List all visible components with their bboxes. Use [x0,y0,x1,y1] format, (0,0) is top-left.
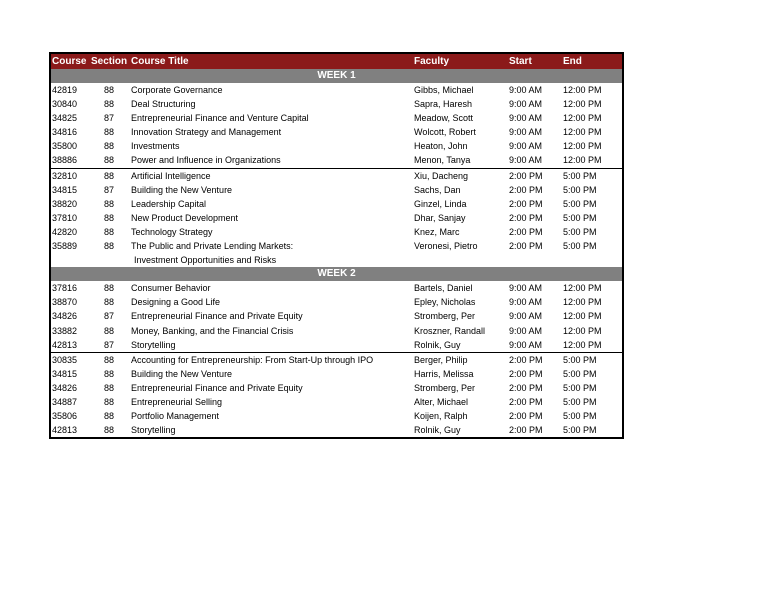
course-cell: 34816 [52,127,78,138]
faculty-cell: Berger, Philip [414,354,468,365]
start-time-cell: 9:00 AM [509,325,543,336]
faculty-cell: Harris, Melissa [414,368,474,379]
course-title-cell: Entrepreneurial Selling [131,396,223,407]
end-time-cell: 5:00 PM [563,368,597,379]
start-time-cell: 2:00 PM [509,396,543,407]
faculty-cell: Xiu, Dacheng [414,170,469,181]
table-row [51,139,622,153]
course-title-cell: Storytelling [131,339,176,350]
faculty-cell: Heaton, John [414,141,468,152]
section-cell: 88 [104,325,115,336]
end-time-cell: 5:00 PM [563,170,597,181]
course-title-cell: Consumer Behavior [131,283,211,294]
course-title-cell: Designing a Good Life [131,297,221,308]
faculty-cell: Sachs, Dan [414,184,461,195]
section-cell: 88 [104,99,115,110]
course-title-cell: Artificial Intelligence [131,170,211,181]
course-cell: 30840 [52,99,78,110]
course-title-cell: Technology Strategy [131,226,213,237]
faculty-cell: Rolnik, Guy [414,339,461,350]
course-cell: 38886 [52,155,78,166]
section-cell: 87 [104,339,115,350]
course-title-cell: Power and Influence in Organizations [131,155,281,166]
end-time-cell: 5:00 PM [563,198,597,209]
header-start: Start [509,56,532,67]
start-time-cell: 2:00 PM [509,368,543,379]
table-row [51,197,622,211]
start-time-cell: 9:00 AM [509,141,543,152]
section-cell: 88 [104,155,115,166]
section-cell: 88 [104,425,115,436]
end-time-cell: 12:00 PM [563,85,602,95]
start-time-cell: 9:00 AM [509,339,543,350]
start-time-cell: 9:00 AM [509,283,543,294]
section-cell: 88 [104,297,115,308]
faculty-cell: Stromberg, Per [414,382,476,393]
end-time-cell: 12:00 PM [563,127,602,138]
end-time-cell: 12:00 PM [563,339,602,350]
faculty-cell: Stromberg, Per [414,311,476,322]
course-title-cell: Accounting for Entrepreneurship: From Start-Up through IPO [131,354,374,365]
faculty-cell: Ginzel, Linda [414,198,467,209]
table-row [51,97,622,111]
start-time-cell: 9:00 AM [509,113,543,124]
end-time-cell: 12:00 PM [563,325,602,336]
end-time-cell: 5:00 PM [563,396,597,407]
course-title-cell: The Public and Private Lending Markets: [131,241,294,252]
start-time-cell: 2:00 PM [509,354,543,365]
start-time-cell: 2:00 PM [509,198,543,209]
table-row [51,125,622,139]
faculty-cell: Sapra, Haresh [414,99,473,110]
section-cell: 88 [104,226,115,237]
header-faculty: Faculty [414,56,450,67]
end-time-cell: 5:00 PM [563,425,597,436]
section-cell: 88 [104,283,115,294]
start-time-cell: 2:00 PM [509,226,543,237]
section-cell: 88 [104,382,115,393]
course-cell: 34887 [52,396,78,407]
start-time-cell: 9:00 AM [509,127,543,138]
table-row [51,295,622,309]
course-title-cell: Storytelling [131,425,176,436]
table-row [51,367,622,381]
course-cell: 38870 [52,297,78,308]
end-time-cell: 5:00 PM [563,226,597,237]
header-course-title: Course Title [131,56,189,67]
course-cell: 34826 [52,382,78,393]
section-cell: 88 [104,396,115,407]
course-cell: 37810 [52,212,78,223]
start-time-cell: 2:00 PM [509,382,543,393]
course-title-cell: Entrepreneurial Finance and Private Equity [131,311,303,322]
faculty-cell: Menon, Tanya [414,155,471,166]
end-time-cell: 12:00 PM [563,297,602,308]
course-cell: 42813 [52,339,78,350]
faculty-cell: Koijen, Ralph [414,411,468,422]
course-cell: 37816 [52,283,78,294]
course-title-cell: Money, Banking, and the Financial Crisis [131,325,294,336]
faculty-cell: Alter, Michael [414,396,469,407]
course-cell: 35800 [52,141,78,152]
start-time-cell: 9:00 AM [509,99,543,110]
header-section: Section [91,56,128,67]
course-schedule-table [49,52,624,439]
table-row [51,183,622,197]
course-title-cell: New Product Development [131,212,239,223]
week-header: WEEK 2 [51,267,622,281]
end-time-cell: 5:00 PM [563,382,597,393]
section-cell: 88 [104,241,115,252]
end-time-cell: 12:00 PM [563,283,602,294]
course-cell: 42813 [52,425,78,436]
table-row [51,83,622,97]
table-row [51,253,622,267]
table-row [51,423,622,437]
section-cell: 87 [104,184,115,195]
header-course: Course [52,56,87,67]
table-row [51,239,622,253]
table-row [51,111,622,125]
section-cell: 88 [104,141,115,152]
section-cell: 88 [104,354,115,365]
course-cell: 38820 [52,198,78,209]
faculty-cell: Gibbs, Michael [414,85,474,95]
section-cell: 88 [104,368,115,379]
course-title-cell: Investment Opportunities and Risks [134,255,277,266]
header-end: End [563,56,582,67]
course-title-cell: Corporate Governance [131,85,223,95]
faculty-cell: Veronesi, Pietro [414,241,478,252]
course-title-cell: Building the New Venture [131,368,233,379]
start-time-cell: 9:00 AM [509,311,543,322]
course-title-cell: Building the New Venture [131,184,233,195]
faculty-cell: Rolnik, Guy [414,425,461,436]
table-row [51,281,622,295]
week-header: WEEK 1 [51,69,622,83]
faculty-cell: Epley, Nicholas [414,297,476,308]
table-row [51,395,622,409]
course-cell: 42819 [52,85,78,95]
start-time-cell: 9:00 AM [509,155,543,166]
end-time-cell: 12:00 PM [563,311,602,322]
start-time-cell: 2:00 PM [509,170,543,181]
table-row [51,381,622,395]
section-cell: 88 [104,198,115,209]
end-time-cell: 5:00 PM [563,411,597,422]
end-time-cell: 12:00 PM [563,155,602,166]
course-title-cell: Entrepreneurial Finance and Venture Capital [131,113,309,124]
course-cell: 35889 [52,241,78,252]
table-row [51,352,622,367]
course-cell: 34825 [52,113,78,124]
end-time-cell: 5:00 PM [563,212,597,223]
start-time-cell: 2:00 PM [509,212,543,223]
table-row [51,409,622,423]
section-cell: 88 [104,212,115,223]
start-time-cell: 2:00 PM [509,184,543,195]
section-cell: 88 [104,85,115,95]
start-time-cell: 2:00 PM [509,425,543,436]
course-cell: 32810 [52,170,78,181]
course-cell: 34815 [52,184,78,195]
start-time-cell: 9:00 AM [509,297,543,308]
end-time-cell: 12:00 PM [563,99,602,110]
table-row [51,168,622,183]
course-cell: 33882 [52,325,78,336]
end-time-cell: 5:00 PM [563,241,597,252]
faculty-cell: Kroszner, Randall [414,325,486,336]
course-cell: 30835 [52,354,78,365]
start-time-cell: 9:00 AM [509,85,543,95]
table-row [51,153,622,167]
end-time-cell: 12:00 PM [563,141,602,152]
section-cell: 88 [104,170,115,181]
section-cell: 88 [104,411,115,422]
course-title-cell: Deal Structuring [131,99,196,110]
end-time-cell: 5:00 PM [563,184,597,195]
course-cell: 34826 [52,311,78,322]
table-row [51,225,622,239]
end-time-cell: 5:00 PM [563,354,597,365]
faculty-cell: Bartels, Daniel [414,283,473,294]
faculty-cell: Dhar, Sanjay [414,212,466,223]
faculty-cell: Knez, Marc [414,226,460,237]
start-time-cell: 2:00 PM [509,241,543,252]
header-row [51,54,622,69]
table-row [51,324,622,338]
section-cell: 88 [104,127,115,138]
course-cell: 42820 [52,226,78,237]
course-title-cell: Entrepreneurial Finance and Private Equity [131,382,303,393]
table-row [51,338,622,352]
course-title-cell: Innovation Strategy and Management [131,127,282,138]
end-time-cell: 12:00 PM [563,113,602,124]
course-title-cell: Leadership Capital [131,198,207,209]
table-row [51,211,622,225]
course-title-cell: Portfolio Management [131,411,220,422]
section-cell: 87 [104,113,115,124]
faculty-cell: Meadow, Scott [414,113,474,124]
start-time-cell: 2:00 PM [509,411,543,422]
course-cell: 35806 [52,411,78,422]
section-cell: 87 [104,311,115,322]
course-title-cell: Investments [131,141,180,152]
course-cell: 34815 [52,368,78,379]
table-row [51,309,622,323]
faculty-cell: Wolcott, Robert [414,127,476,138]
